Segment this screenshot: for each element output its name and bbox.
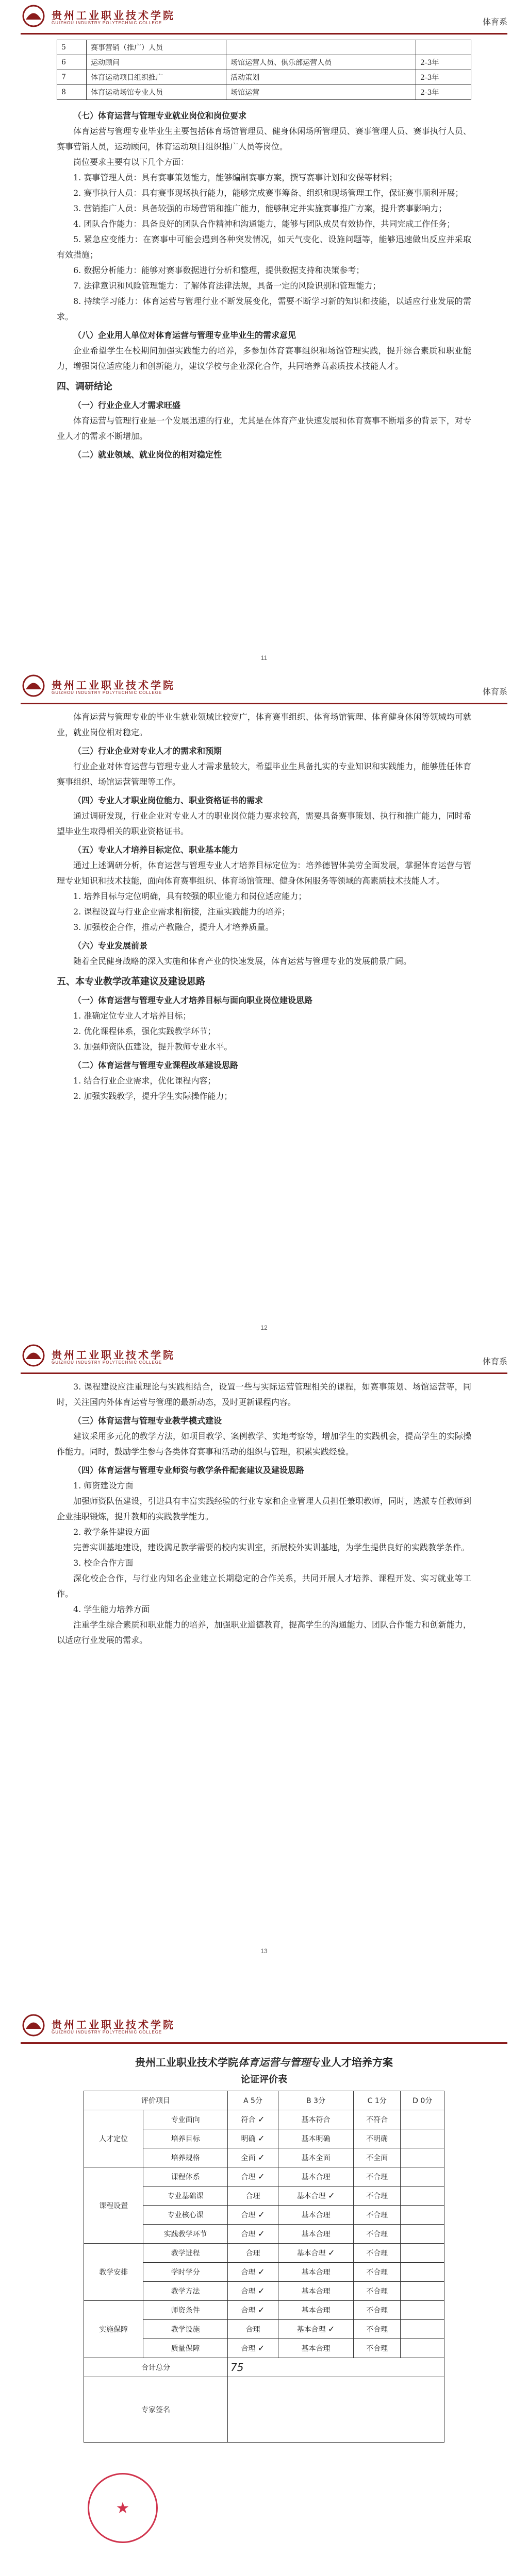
page-header [21,1340,507,1374]
paragraph: 岗位要求主要有以下几个方面： [73,157,189,167]
section-heading: （八）企业用人单位对体育运营与管理专业毕业生的需求意见 [73,330,296,340]
list-item: 1. 结合行业企业需求，优化课程内容； [73,1076,216,1086]
list-item: 2. 加强实践教学，提升学生实际操作能力； [73,1091,233,1101]
table-row: 5 赛事营销（推广）人员 [57,40,471,55]
paragraph: 完善实训基地建设，建设满足教学需要的校内实训室，拓展校外实训基地，为学生提供良好的实践教学条件。 [73,1543,470,1552]
section-heading: （二）体育运营与管理专业课程改革建设思路 [73,1060,239,1070]
paragraph: 建议采用多元化的教学方法，如项目教学、案例教学、实地考察等，增加学生的实践机会，提高学生的实际操作能力。同时，鼓励学生参与各类体育赛事和活动的组织与管理，积累实践经验。 [57,1431,471,1456]
section-heading: （二）就业领域、就业岗位的相对稳定性 [73,450,222,460]
official-seal-stamp: ★ [88,2473,158,2543]
table-row: 培养目标 明确 ✓ 基本明确 不明确 [84,2129,444,2148]
document-page-4 [0,2009,528,2576]
school-name: 贵州工业职业技术学院 [52,679,175,691]
document-page-1 [0,0,528,670]
table-total-row: 合计总分 75 [84,2358,444,2377]
paragraph: 注重学生综合素质和职业能力的培养，加强职业道德教育，提高学生的沟通能力、团队合作能力和创新能力，以适应行业发展的需求。 [57,1620,471,1645]
section-heading: （四）专业人才职业岗位能力、职业资格证书的需求 [73,795,263,805]
table-row: 教学方法 合理 ✓ 基本合理 不合理 [84,2282,444,2301]
list-item: 4. 学生能力培养方面 [73,1604,150,1614]
check-mark-icon: ✓ [257,2305,265,2315]
college-logo-icon [21,4,46,28]
paragraph: 深化校企合作，与行业内知名企业建立长期稳定的合作关系，共同开展人才培养、课程开发、实习就业等工作。 [57,1573,471,1599]
form-subtitle: 论证评价表 [241,2074,287,2085]
paragraph: 体育运营与管理专业毕业生主要包括体育场馆管理员、健身休闲场所管理员、赛事管理人员、赛事执行人员、赛事营销人员，运动顾问，体育运动项目组织推广人员等岗位。 [57,126,471,151]
list-item: 3. 营销推广人员：具备较强的市场营销和推广能力，能够制定并实施赛事推广方案，提升赛事影响力； [73,204,447,213]
paragraph: 3. 课程建设应注重理论与实践相结合，设置一些与实际运营管理相关的课程，如赛事策划、场馆运营等，同时，关注国内外体育运营与管理的最新动态，及时更新课程内容。 [57,1382,471,1407]
school-name: 贵州工业职业技术学院 [52,9,175,22]
page-header [21,0,507,35]
list-item: 8. 持续学习能力：体育运营与管理行业不断发展变化，需要不断学习新的知识和技能，以适应行业发展的需求。 [57,296,471,321]
table-row: 学时学分 合理 ✓ 基本合理 不合理 [84,2263,444,2282]
paragraph: 体育运营与管理专业的毕业生就业领域比较宽广，体育赛事组织、体育场馆管理、体育健身休闲等领域均可就业，就业岗位相对稳定。 [57,712,471,737]
page-content [0,1374,528,1648]
school-name: 贵州工业职业技术学院 [52,2019,175,2031]
document-page-2 [0,670,528,1340]
section-heading: （一）体育运营与管理专业人才培养目标与面向职业岗位建设思路 [73,995,313,1005]
page-number: 11 [260,654,268,662]
document-page-3 [0,1340,528,2009]
list-item: 3. 加强师资队伍建设，提升教师专业水平。 [73,1042,233,1052]
table-sign-row: 专家签名 [84,2377,444,2443]
list-item: 1. 准确定位专业人才培养目标； [73,1011,191,1021]
table-row: 8 体育运动场馆专业人员 场馆运营 2-3年 [57,85,471,100]
table-row: 专业基础课 合理 基本合理 ✓ 不合理 [84,2187,444,2206]
check-mark-icon: ✓ [257,2114,265,2124]
list-item: 6. 数据分析能力：能够对赛事数据进行分析和整理，提供数据支持和决策参考； [73,265,365,275]
college-logo-icon [21,674,46,698]
list-item: 3. 校企合作方面 [73,1558,134,1568]
section-heading: （一）行业企业人才需求旺盛 [73,400,181,410]
paragraph: 通过调研发现，行业企业对专业人才的职业岗位能力要求较高，需要具备赛事策划、执行和推广能力，同时希望毕业生取得相关的职业资格证书。 [57,811,471,836]
table-row: 培养规格 全面 ✓ 基本全面 不全面 [84,2148,444,2167]
check-mark-icon: ✓ [328,2324,335,2334]
table-row: 6 运动顾问 场馆运营人员、俱乐部运营人员 2-3年 [57,55,471,70]
list-item: 7. 法律意识和风险管理能力：了解体育法律法规，具备一定的风险识别和管理能力； [73,281,381,291]
table-row: 课程设置 课程体系 合理 ✓ 基本合理 不合理 [84,2167,444,2187]
page-number: 13 [260,1947,268,1955]
list-item: 3. 加强校企合作，推动产教融合，提升人才培养质量。 [73,922,274,932]
school-name-en: GUIZHOU INDUSTRY POLYTECHNIC COLLEGE [52,690,162,695]
check-mark-icon: ✓ [257,2286,265,2296]
table-row: 教学设施 合理 基本合理 ✓ 不合理 [84,2320,444,2339]
paragraph: 随着全民健身战略的深入实施和体育产业的快速发展，体育运营与管理专业的发展前景广阔。 [73,956,412,966]
college-logo-icon [21,1344,46,1367]
chapter-heading: 四、调研结论 [57,381,112,392]
table-row: 质量保障 合理 ✓ 基本合理 不合理 [84,2339,444,2358]
job-table [57,40,471,100]
list-item: 4. 团队合作能力：具备良好的团队合作精神和沟通能力，能够与团队成员有效协作，共同完成工作任务； [73,219,455,229]
list-item: 5. 紧急应变能力：在赛事中可能会遇到各种突发情况，如天气变化、设施问题等，能够迅速做出反应并采取有效措施； [57,234,471,260]
page-content [0,100,528,463]
section-heading: （六）专业发展前景 [73,941,148,951]
paragraph: 通过上述调研分析，体育运营与管理专业人才培养目标定位为：培养德智体美劳全面发展，掌握体育运营与管理专业知识和技术技能，面向体育赛事组织、体育场馆管理、健身休闲服务等领域的高素质技术技能人才。 [57,860,471,886]
form-title: 贵州工业职业技术学院体育运营与管理专业人才培养方案 [135,2056,393,2069]
check-mark-icon: ✓ [257,2343,265,2353]
table-row: 实施保障 师资条件 合理 ✓ 基本合理 不合理 [84,2301,444,2320]
check-mark-icon: ✓ [257,2133,265,2143]
paragraph: 行业企业对体育运营与管理专业人才需求量较大，希望毕业生具备扎实的专业知识和实践能力，能够胜任体育赛事组织、场馆运营管理等工作。 [57,761,471,787]
check-mark-icon: ✓ [328,2191,335,2200]
table-header-row: 评价项目 A 5分 B 3分 C 1分 D 0分 [84,2091,444,2110]
school-name-en: GUIZHOU INDUSTRY POLYTECHNIC COLLEGE [52,21,162,25]
list-item: 1. 赛事管理人员：具有赛事策划能力，能够编制赛事方案，撰写赛事计划和安保等材料； [73,173,398,182]
department-name: 体育系 [482,1357,507,1366]
check-mark-icon: ✓ [257,2172,265,2181]
check-mark-icon: ✓ [328,2248,335,2258]
table-row: 教学安排 教学进程 合理 基本合理 ✓ 不合理 [84,2244,444,2263]
check-mark-icon: ✓ [257,2229,265,2239]
department-name: 体育系 [482,687,507,697]
table-row: 实践教学环节 合理 ✓ 基本合理 不合理 [84,2225,444,2244]
evaluation-table [84,2091,444,2443]
check-mark-icon: ✓ [257,2210,265,2219]
list-item: 1. 师资建设方面 [73,1481,134,1490]
total-score: 75 [228,2358,444,2377]
page-content [0,704,528,1104]
table-row: 专业核心课 合理 ✓ 基本合理 不合理 [84,2206,444,2225]
table-row: 人才定位 专业面向 符合 ✓ 基本符合 不符合 [84,2110,444,2129]
check-mark-icon: ✓ [257,2267,265,2277]
signature-area [228,2377,444,2443]
major-handwritten: 体育运营与管理 [238,2056,310,2069]
section-heading: （三）体育运营与管理专业教学模式建设 [73,1416,222,1426]
college-logo-icon [21,2013,46,2037]
check-mark-icon: ✓ [257,2153,265,2162]
chapter-heading: 五、本专业教学改革建议及建设思路 [57,976,205,987]
page-number: 12 [260,1324,268,1331]
section-heading: （七）体育运营与管理专业就业岗位和岗位要求 [73,111,247,121]
page-header [21,2009,507,2044]
department-name: 体育系 [482,17,507,27]
list-item: 2. 教学条件建设方面 [73,1527,150,1537]
section-heading: （五）专业人才培养目标定位、职业基本能力 [73,845,239,855]
section-heading: （三）行业企业对专业人才的需求和预期 [73,746,222,756]
paragraph: 体育运营与管理行业是一个发展迅速的行业，尤其是在体育产业快速发展和体育赛事不断增多的背景下，对专业人才的需求不断增加。 [57,416,471,441]
school-name-en: GUIZHOU INDUSTRY POLYTECHNIC COLLEGE [52,2030,162,2035]
list-item: 2. 课程设置与行业企业需求相衔接，注重实践能力的培养； [73,907,290,917]
page-header [21,670,507,704]
school-name-en: GUIZHOU INDUSTRY POLYTECHNIC COLLEGE [52,1360,162,1365]
list-item: 2. 优化课程体系，强化实践教学环节； [73,1026,216,1036]
school-name: 贵州工业职业技术学院 [52,1349,175,1361]
paragraph: 加强师资队伍建设，引进具有丰富实践经验的行业专家和企业管理人员担任兼职教师，同时，选派专任教师到企业挂职锻炼，提升教师的实践教学能力。 [57,1496,471,1521]
paragraph: 企业希望学生在校期间加强实践能力的培养，多参加体育赛事组织和场馆管理实践，提升综合素质和职业能力，增强岗位适应能力和创新能力，建议学校与企业深化合作，共同培养高素质技术技能人才。 [57,346,471,371]
list-item: 1. 培养目标与定位明确，具有较强的职业能力和岗位适应能力； [73,891,307,901]
section-heading: （四）体育运营与管理专业师资与教学条件配套建议及建设思路 [73,1465,305,1475]
list-item: 2. 赛事执行人员：具有赛事现场执行能力，能够完成赛事筹备、组织和现场管理工作，保证赛事顺利开展； [73,188,464,198]
table-row: 7 体育运动项目组织推广 活动策划 2-3年 [57,70,471,85]
